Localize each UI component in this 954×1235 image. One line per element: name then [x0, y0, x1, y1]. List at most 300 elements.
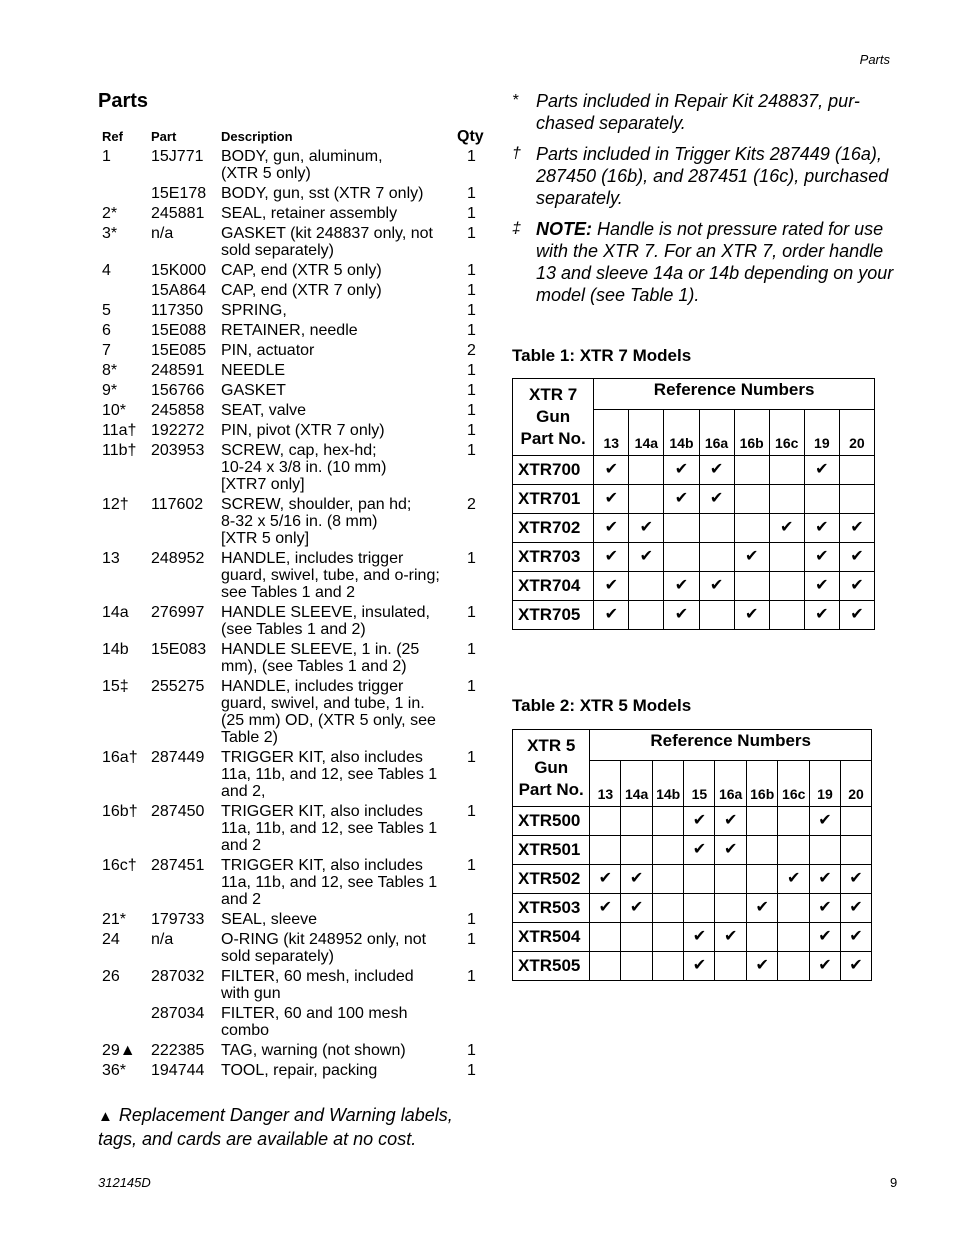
running-header: Parts: [859, 52, 890, 67]
empty-cell: [769, 543, 804, 572]
reference-column-header: 14a: [621, 761, 653, 807]
qty-cell: 1: [467, 185, 476, 202]
model-part-number: XTR502: [513, 865, 590, 894]
check-mark-icon: ✔: [664, 456, 699, 485]
part-number-cell: 203953: [151, 442, 205, 459]
check-mark-icon: ✔: [629, 543, 664, 572]
reference-numbers-header: Reference Numbers: [590, 730, 872, 761]
qty-cell: 1: [467, 282, 476, 299]
note-text: Handle is not pressure rated for use with the XTR 7. For an XTR 7, order handle 13 and sleeve 14a or 14b depending on your model (see Table 1).: [536, 219, 894, 305]
description-cell: SPRING,: [221, 302, 287, 319]
note-trigger-kits: [512, 143, 902, 209]
empty-cell: [840, 836, 871, 865]
table1-caption: Table 1: XTR 7 Models: [512, 346, 692, 365]
check-mark-icon: ✔: [804, 456, 839, 485]
part-number-cell: 245881: [151, 205, 205, 222]
part-number-cell: 15A864: [151, 282, 207, 299]
parts-row: [102, 496, 490, 547]
reference-column-header: 14b: [664, 410, 699, 456]
description-cell: TOOL, repair, packing: [221, 1062, 378, 1079]
check-mark-icon: ✔: [715, 807, 747, 836]
warning-footnote-text: Replacement Danger and Warning labels, tags, and cards are available at no cost.: [98, 1105, 453, 1149]
empty-cell: [652, 952, 684, 981]
model-part-number: XTR500: [513, 807, 590, 836]
check-mark-icon: ✔: [840, 894, 871, 923]
ref-cell: [102, 185, 151, 202]
description-cell: GASKET: [221, 382, 286, 399]
description-cell: HANDLE SLEEVE, insulated, (see Tables 1 and 2): [221, 604, 430, 638]
empty-cell: [778, 923, 810, 952]
empty-cell: [778, 807, 810, 836]
empty-cell: [769, 456, 804, 485]
empty-cell: [621, 807, 653, 836]
part-number-cell: 15E085: [151, 342, 207, 359]
qty-cell: 1: [467, 550, 476, 567]
parts-row: [102, 1062, 490, 1079]
model-part-number: XTR700: [513, 456, 594, 485]
part-number-cell: 245858: [151, 402, 205, 419]
ref-cell: 11a†: [102, 422, 137, 439]
empty-cell: [746, 865, 778, 894]
description-cell: CAP, end (XTR 5 only): [221, 262, 382, 279]
check-mark-icon: ✔: [664, 601, 699, 630]
check-mark-icon: ✔: [594, 601, 629, 630]
empty-cell: [652, 807, 684, 836]
parts-row: [102, 857, 490, 908]
reference-column-header: 20: [839, 410, 874, 456]
parts-list-body: [102, 148, 490, 1079]
description-cell: PIN, actuator: [221, 342, 315, 359]
qty-cell: 1: [467, 148, 476, 165]
parts-row: [102, 931, 490, 965]
qty-cell: 1: [467, 262, 476, 279]
table2-caption: Table 2: XTR 5 Models: [512, 696, 692, 715]
ref-cell: 8*: [102, 362, 118, 379]
ref-cell: 14b: [102, 641, 129, 658]
qty-cell: 1: [467, 968, 476, 985]
check-mark-icon: ✔: [664, 485, 699, 514]
empty-cell: [734, 485, 769, 514]
qty-cell: 1: [467, 749, 476, 766]
reference-column-header: 14b: [652, 761, 684, 807]
check-mark-icon: ✔: [840, 923, 871, 952]
parts-row: [102, 205, 490, 222]
check-mark-icon: ✔: [684, 952, 715, 981]
parts-row: [102, 1042, 490, 1059]
reference-column-header: 16a: [699, 410, 734, 456]
empty-cell: [664, 514, 699, 543]
ref-cell: 7: [102, 342, 111, 359]
reference-column-header: 13: [594, 410, 629, 456]
empty-cell: [769, 485, 804, 514]
description-cell: SEAL, sleeve: [221, 911, 318, 928]
empty-cell: [629, 485, 664, 514]
check-mark-icon: ✔: [699, 572, 734, 601]
check-mark-icon: ✔: [699, 485, 734, 514]
empty-cell: [652, 865, 684, 894]
qty-cell: 1: [467, 931, 476, 948]
ref-cell: 11b†: [102, 442, 137, 459]
parts-row: [102, 262, 490, 279]
empty-cell: [629, 456, 664, 485]
empty-cell: [590, 807, 621, 836]
empty-cell: [840, 807, 871, 836]
col-header-description: Description: [221, 129, 293, 144]
empty-cell: [715, 894, 747, 923]
empty-cell: [839, 456, 874, 485]
check-mark-icon: ✔: [684, 836, 715, 865]
description-cell: PIN, pivot (XTR 7 only): [221, 422, 385, 439]
ref-cell: 24: [102, 931, 120, 948]
empty-cell: [769, 601, 804, 630]
empty-cell: [715, 865, 747, 894]
empty-cell: [621, 952, 653, 981]
empty-cell: [734, 572, 769, 601]
empty-cell: [839, 485, 874, 514]
check-mark-icon: ✔: [839, 601, 874, 630]
qty-cell: 1: [467, 1062, 476, 1079]
check-mark-icon: ✔: [715, 836, 747, 865]
part-number-cell: 287032: [151, 968, 205, 985]
qty-cell: 2: [467, 342, 476, 359]
description-cell: SEAT, valve: [221, 402, 307, 419]
ref-cell: 4: [102, 262, 111, 279]
table2-xtr5-models: [512, 729, 872, 981]
part-number-cell: 194744: [151, 1062, 205, 1079]
table1-xtr7-models: [512, 378, 875, 630]
part-number-cell: 255275: [151, 678, 205, 695]
empty-cell: [746, 807, 778, 836]
col-header-ref: Ref: [102, 129, 123, 144]
description-cell: FILTER, 60 mesh, included with gun: [221, 968, 414, 1002]
dagger-symbol: †: [512, 145, 521, 162]
empty-cell: [804, 485, 839, 514]
part-number-cell: 287449: [151, 749, 205, 766]
empty-cell: [621, 836, 653, 865]
model-row: [513, 456, 875, 485]
description-cell: GASKET (kit 248837 only, not sold separately): [221, 225, 433, 259]
check-mark-icon: ✔: [684, 923, 715, 952]
part-number-cell: 117602: [151, 496, 204, 513]
check-mark-icon: ✔: [734, 543, 769, 572]
ref-cell: 3*: [102, 225, 118, 242]
description-cell: NEEDLE: [221, 362, 286, 379]
reference-column-header: 15: [684, 761, 715, 807]
part-number-cell: 117350: [151, 302, 204, 319]
empty-cell: [629, 601, 664, 630]
empty-cell: [621, 923, 653, 952]
parts-row: [102, 749, 490, 800]
parts-row: [102, 422, 490, 439]
parts-row: [102, 382, 490, 399]
parts-row: [102, 322, 490, 339]
check-mark-icon: ✔: [594, 485, 629, 514]
empty-cell: [715, 952, 747, 981]
check-mark-icon: ✔: [629, 514, 664, 543]
qty-cell: 1: [467, 678, 476, 695]
reference-column-header: 16c: [769, 410, 804, 456]
parts-row: [102, 550, 490, 601]
model-column-header: XTR 7 Gun Part No.: [513, 379, 594, 456]
part-number-cell: 276997: [151, 604, 205, 621]
empty-cell: [699, 514, 734, 543]
part-number-cell: 222385: [151, 1042, 205, 1059]
empty-cell: [734, 456, 769, 485]
description-cell: FILTER, 60 and 100 mesh combo: [221, 1005, 408, 1039]
ref-cell: [102, 1005, 151, 1039]
part-number-cell: 192272: [151, 422, 205, 439]
part-number-cell: 15E088: [151, 322, 207, 339]
ref-cell: 10*: [102, 402, 127, 419]
check-mark-icon: ✔: [809, 952, 840, 981]
ref-cell: 16c†: [102, 857, 137, 874]
empty-cell: [590, 952, 621, 981]
ref-cell: 9*: [102, 382, 118, 399]
model-row: [513, 514, 875, 543]
model-row: [513, 601, 875, 630]
empty-cell: [652, 923, 684, 952]
model-part-number: XTR504: [513, 923, 590, 952]
reference-column-header: 16b: [734, 410, 769, 456]
model-row: [513, 485, 875, 514]
description-cell: O-RING (kit 248952 only, not sold separately): [221, 931, 427, 965]
part-number-cell: 15K000: [151, 262, 207, 279]
ref-cell: [102, 282, 151, 299]
double-dagger-symbol: ‡: [512, 220, 521, 237]
description-cell: HANDLE, includes trigger guard, swivel, tube, and o-ring; see Tables 1 and 2: [221, 550, 440, 601]
qty-cell: 2: [467, 496, 476, 513]
footnotes: [512, 90, 902, 315]
empty-cell: [664, 543, 699, 572]
ref-cell: 6: [102, 322, 111, 339]
parts-row: [102, 282, 490, 299]
check-mark-icon: ✔: [840, 865, 871, 894]
check-mark-icon: ✔: [594, 572, 629, 601]
description-cell: CAP, end (XTR 7 only): [221, 282, 382, 299]
ref-cell: 21*: [102, 911, 127, 928]
model-row: [513, 836, 872, 865]
empty-cell: [629, 572, 664, 601]
warning-footnote: [98, 1104, 478, 1150]
model-part-number: XTR705: [513, 601, 594, 630]
ref-cell: 14a: [102, 604, 129, 621]
reference-column-header: 16c: [778, 761, 810, 807]
empty-cell: [652, 836, 684, 865]
part-number-cell: 287034: [151, 1005, 205, 1022]
part-number-cell: 15E083: [151, 641, 207, 658]
note-repair-kit: [512, 90, 902, 134]
description-cell: TRIGGER KIT, also includes 11a, 11b, and 12, see Tables 1 and 2: [221, 803, 438, 854]
ref-cell: 12†: [102, 496, 129, 513]
check-mark-icon: ✔: [839, 543, 874, 572]
model-row: [513, 572, 875, 601]
part-number-cell: 287451: [151, 857, 205, 874]
qty-cell: 1: [467, 911, 476, 928]
model-row: [513, 952, 872, 981]
model-row: [513, 543, 875, 572]
note-text: Parts included in Repair Kit 248837, pur-chased separately.: [536, 91, 860, 133]
description-cell: BODY, gun, aluminum, (XTR 5 only): [221, 148, 383, 182]
empty-cell: [590, 923, 621, 952]
parts-row: [102, 968, 490, 1002]
part-number-cell: 287450: [151, 803, 205, 820]
col-header-qty: Qty: [457, 128, 484, 145]
ref-cell: 36*: [102, 1062, 127, 1079]
parts-row: [102, 148, 490, 182]
empty-cell: [590, 836, 621, 865]
check-mark-icon: ✔: [734, 601, 769, 630]
ref-cell: 29▲: [102, 1042, 136, 1059]
qty-cell: 1: [467, 857, 476, 874]
empty-cell: [746, 923, 778, 952]
model-part-number: XTR702: [513, 514, 594, 543]
ref-cell: 26: [102, 968, 120, 985]
check-mark-icon: ✔: [594, 514, 629, 543]
qty-cell: 1: [467, 803, 476, 820]
reference-column-header: 16b: [746, 761, 778, 807]
reference-numbers-header: Reference Numbers: [594, 379, 875, 410]
part-number-cell: 156766: [151, 382, 205, 399]
description-cell: TRIGGER KIT, also includes 11a, 11b, and 12, see Tables 1 and 2: [221, 857, 438, 908]
ref-cell: 16a†: [102, 749, 138, 766]
check-mark-icon: ✔: [809, 807, 840, 836]
empty-cell: [778, 952, 810, 981]
parts-row: [102, 641, 490, 675]
parts-row: [102, 442, 490, 493]
col-header-part: Part: [151, 129, 177, 144]
ref-cell: 15‡: [102, 678, 129, 695]
asterisk-symbol: *: [512, 92, 519, 109]
qty-cell: 1: [467, 604, 476, 621]
model-row: [513, 807, 872, 836]
check-mark-icon: ✔: [715, 923, 747, 952]
model-row: [513, 865, 872, 894]
parts-list-header: [102, 124, 490, 148]
empty-cell: [684, 894, 715, 923]
check-mark-icon: ✔: [840, 952, 871, 981]
empty-cell: [778, 836, 810, 865]
check-mark-icon: ✔: [804, 543, 839, 572]
check-mark-icon: ✔: [804, 601, 839, 630]
empty-cell: [699, 543, 734, 572]
check-mark-icon: ✔: [839, 514, 874, 543]
description-cell: TAG, warning (not shown): [221, 1042, 406, 1059]
parts-row: [102, 1005, 490, 1039]
check-mark-icon: ✔: [590, 865, 621, 894]
empty-cell: [652, 894, 684, 923]
model-row: [513, 923, 872, 952]
ref-cell: 16b†: [102, 803, 138, 820]
parts-row: [102, 302, 490, 319]
page-title: Parts: [98, 90, 149, 112]
model-part-number: XTR703: [513, 543, 594, 572]
empty-cell: [778, 894, 810, 923]
part-number-cell: 15E178: [151, 185, 207, 202]
part-number-cell: n/a: [151, 931, 174, 948]
check-mark-icon: ✔: [699, 456, 734, 485]
check-mark-icon: ✔: [594, 456, 629, 485]
ref-cell: 1: [102, 148, 111, 165]
qty-cell: 1: [467, 442, 476, 459]
description-cell: SEAL, retainer assembly: [221, 205, 398, 222]
check-mark-icon: ✔: [621, 894, 653, 923]
empty-cell: [809, 836, 840, 865]
qty-cell: 1: [467, 302, 476, 319]
reference-column-header: 19: [809, 761, 840, 807]
check-mark-icon: ✔: [746, 894, 778, 923]
check-mark-icon: ✔: [769, 514, 804, 543]
ref-cell: 5: [102, 302, 111, 319]
page-number: 9: [890, 1175, 898, 1190]
reference-column-header: 16a: [715, 761, 747, 807]
qty-cell: 1: [467, 641, 476, 658]
description-cell: TRIGGER KIT, also includes 11a, 11b, and 12, see Tables 1 and 2,: [221, 749, 438, 800]
check-mark-icon: ✔: [809, 865, 840, 894]
check-mark-icon: ✔: [839, 572, 874, 601]
parts-row: [102, 604, 490, 638]
note-label: NOTE:: [536, 219, 592, 239]
qty-cell: 1: [467, 225, 476, 242]
check-mark-icon: ✔: [804, 514, 839, 543]
parts-row: [102, 225, 490, 259]
description-cell: HANDLE SLEEVE, 1 in. (25 mm), (see Tables 1 and 2): [221, 641, 420, 675]
empty-cell: [699, 601, 734, 630]
qty-cell: [451, 1005, 490, 1039]
description-cell: RETAINER, needle: [221, 322, 358, 339]
description-cell: HANDLE, includes trigger guard, swivel, and tube, 1 in. (25 mm) OD, (XTR 5 only, see Table 2): [221, 678, 436, 746]
qty-cell: 1: [467, 422, 476, 439]
empty-cell: [746, 836, 778, 865]
ref-cell: 2*: [102, 205, 118, 222]
parts-row: [102, 185, 490, 202]
check-mark-icon: ✔: [590, 894, 621, 923]
part-number-cell: 248952: [151, 550, 205, 567]
parts-list: [102, 124, 490, 1082]
reference-column-header: 20: [840, 761, 871, 807]
description-cell: SCREW, shoulder, pan hd; 8-32 x 5/16 in. (8 mm) [XTR 5 only]: [221, 496, 412, 547]
qty-cell: 1: [467, 402, 476, 419]
model-part-number: XTR503: [513, 894, 590, 923]
part-number-cell: n/a: [151, 225, 174, 242]
reference-column-header: 13: [590, 761, 621, 807]
check-mark-icon: ✔: [778, 865, 810, 894]
parts-row: [102, 362, 490, 379]
parts-row: [102, 803, 490, 854]
parts-row: [102, 342, 490, 359]
model-row: [513, 894, 872, 923]
empty-cell: [734, 514, 769, 543]
reference-column-header: 19: [804, 410, 839, 456]
model-part-number: XTR501: [513, 836, 590, 865]
part-number-cell: 179733: [151, 911, 205, 928]
check-mark-icon: ✔: [664, 572, 699, 601]
qty-cell: 1: [467, 322, 476, 339]
check-mark-icon: ✔: [804, 572, 839, 601]
check-mark-icon: ✔: [684, 807, 715, 836]
qty-cell: 1: [467, 362, 476, 379]
part-number-cell: 248591: [151, 362, 205, 379]
check-mark-icon: ✔: [809, 923, 840, 952]
parts-row: [102, 402, 490, 419]
reference-column-header: 14a: [629, 410, 664, 456]
empty-cell: [769, 572, 804, 601]
parts-row: [102, 911, 490, 928]
description-cell: BODY, gun, sst (XTR 7 only): [221, 185, 424, 202]
parts-row: [102, 678, 490, 746]
description-cell: SCREW, cap, hex-hd; 10-24 x 3/8 in. (10 mm) [XTR7 only]: [221, 442, 387, 493]
note-handle: [512, 218, 902, 306]
model-part-number: XTR505: [513, 952, 590, 981]
